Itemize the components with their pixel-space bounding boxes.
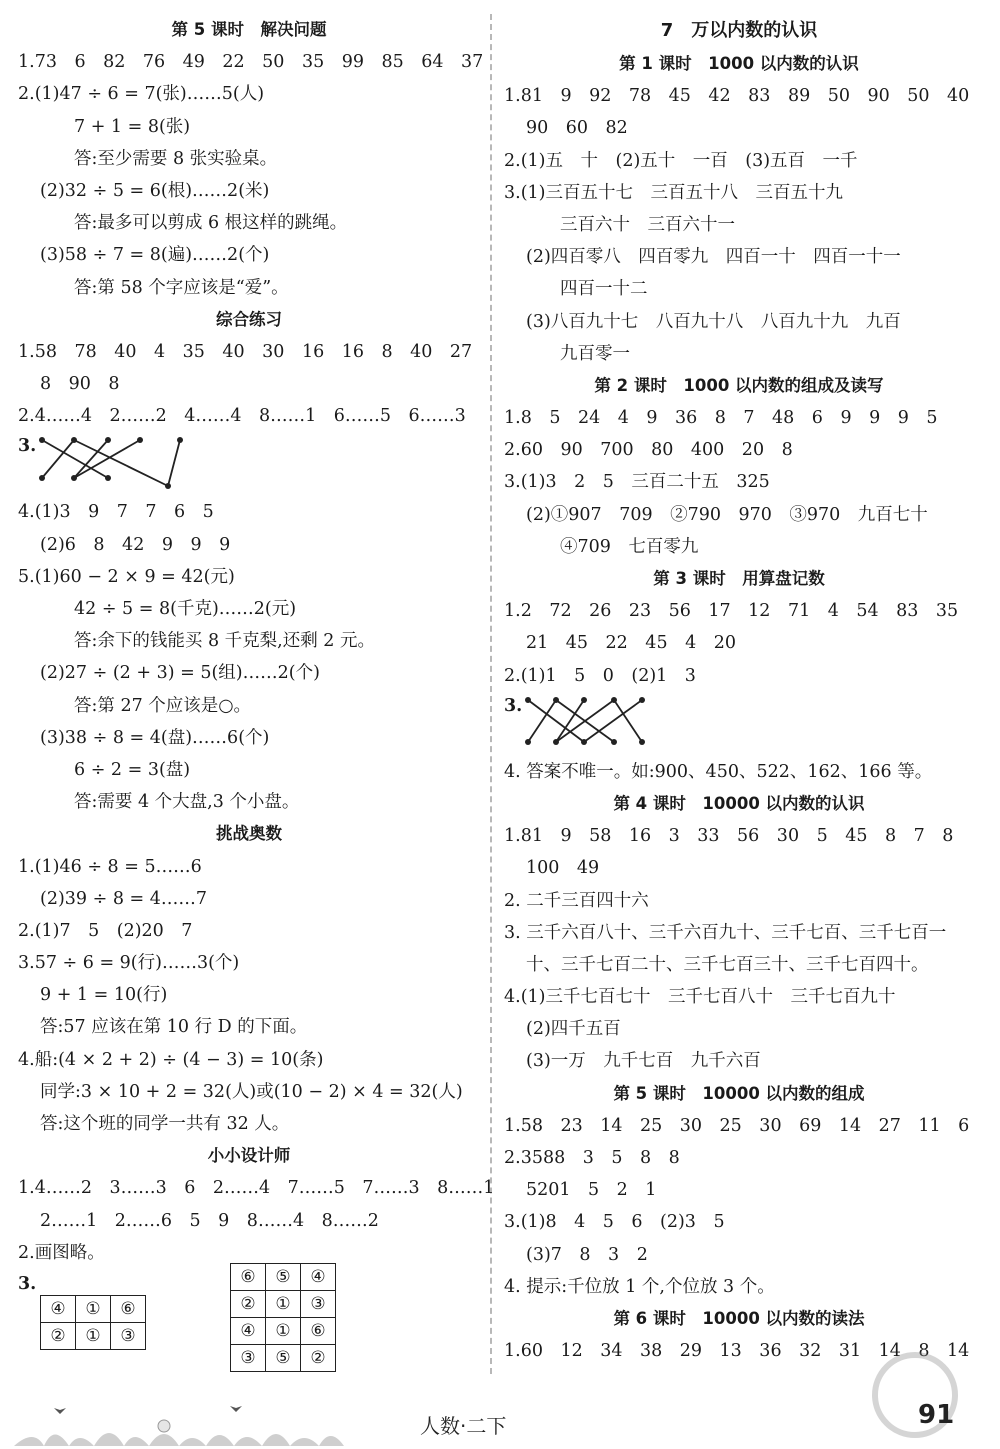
- answer-line: 1.4……2 3……3 6 2……4 7……5 7……3 8……1: [18, 1178, 495, 1199]
- answer-line: 4. 答案不唯一。如:900、450、522、162、166 等。: [504, 761, 933, 782]
- section-heading: 第 4 课时 10000 以内数的认识: [613, 793, 865, 813]
- grid-cell: ①: [266, 1317, 301, 1344]
- answer-line: 1.(1)46 ÷ 8 = 5……6: [18, 856, 202, 877]
- answer-line: 答:余下的钱能买 8 千克梨,还剩 2 元。: [74, 631, 375, 652]
- answer-line: 1.58 78 40 4 35 40 30 16 16 8 40 27: [18, 341, 473, 362]
- answer-line: 1.81 9 92 78 45 42 83 89 50 90 50 40: [504, 86, 970, 107]
- answer-line: 90 60 82: [526, 118, 628, 139]
- answer-line: 7 + 1 = 8(张): [74, 116, 191, 137]
- answer-line: 1.2 72 26 23 56 17 12 71 4 54 83 35: [504, 601, 959, 622]
- grid-cell: ②: [231, 1290, 266, 1317]
- matching-lines-figure: [38, 436, 198, 496]
- matching-lines-figure: [524, 696, 654, 756]
- answer-line: 100 49: [526, 858, 600, 879]
- grass-decoration: [14, 1398, 344, 1448]
- grid-cell: ⑥: [231, 1263, 266, 1290]
- number-grid-large: [230, 1263, 336, 1372]
- answer-line: 1.73 6 82 76 49 22 50 35 99 85 64 37: [18, 52, 484, 73]
- answer-line: 4.(1)三千七百七十 三千七百八十 三千七百九十: [504, 987, 896, 1008]
- answer-line: 答:第 27 个应该是○。: [74, 695, 252, 716]
- answer-line: (3)58 ÷ 7 = 8(遍)……2(个): [40, 245, 270, 266]
- answer-line: 9 + 1 = 10(行): [40, 985, 168, 1006]
- column-divider: [490, 14, 492, 1374]
- answer-line: (2)①907 709 ②790 970 ③970 九百七十: [526, 504, 928, 525]
- section-heading: 第 5 课时 10000 以内数的组成: [613, 1083, 865, 1103]
- section-heading: 小小设计师: [207, 1146, 291, 1166]
- matching-diagram-right: [504, 692, 974, 756]
- grid-cell: ⑤: [266, 1263, 301, 1290]
- question-number: 3.: [18, 1273, 37, 1294]
- grid-cell: ④: [301, 1263, 336, 1290]
- answer-line: 2.60 90 700 80 400 20 8: [504, 440, 793, 461]
- answer-line: 6 ÷ 2 = 3(盘): [74, 759, 191, 780]
- number-grid-small: [40, 1295, 146, 1350]
- right-column: [504, 14, 974, 1367]
- answer-line: 1.81 9 58 16 3 33 56 30 5 45 8 7 8: [504, 826, 954, 847]
- grid-cell: ②: [301, 1344, 336, 1371]
- answer-line: 2.画图略。: [18, 1242, 105, 1263]
- answer-line: 九百零一: [560, 343, 630, 364]
- page-footer: [0, 1398, 1000, 1449]
- grid-answers: [18, 1266, 480, 1373]
- answer-line: 答:需要 4 个大盘,3 个小盘。: [74, 792, 300, 813]
- grid-cell: ⑤: [266, 1344, 301, 1371]
- watermark-logo: [845, 1350, 985, 1440]
- grid-cell: ⑥: [301, 1317, 336, 1344]
- answer-line: 同学:3 × 10 + 2 = 32(人)或(10 − 2) × 4 = 32(人): [40, 1081, 463, 1102]
- section-heading: 综合练习: [216, 309, 282, 329]
- answer-line: 8 90 8: [40, 374, 120, 395]
- answer-line: 3.57 ÷ 6 = 9(行)……3(个): [18, 953, 240, 974]
- footer-title: 人数·二下: [420, 1414, 507, 1438]
- answer-line: (2)27 ÷ (2 + 3) = 5(组)……2(个): [40, 663, 320, 684]
- answer-line: ④709 七百零九: [560, 536, 699, 557]
- answer-line: 四百一十二: [560, 279, 648, 300]
- answer-line: 答:57 应该在第 10 行 D 的下面。: [40, 1017, 308, 1038]
- chapter-title: 7 万以内数的认识: [660, 20, 818, 41]
- matching-diagram-left: [18, 432, 480, 496]
- left-column: [18, 14, 495, 1373]
- section-heading: 第 1 课时 1000 以内数的认识: [619, 54, 859, 73]
- answer-line: 2. 二千三百四十六: [504, 890, 649, 911]
- answer-line: (3)一万 九千七百 九千六百: [526, 1051, 761, 1072]
- grid-cell: ③: [111, 1322, 146, 1349]
- grid-cell: ①: [76, 1295, 111, 1322]
- grid-cell: ①: [266, 1290, 301, 1317]
- answer-line: (3)7 8 3 2: [526, 1244, 648, 1265]
- question-number: 3.: [18, 436, 37, 457]
- grid-cell: ②: [41, 1322, 76, 1349]
- section-heading: 第 3 课时 用算盘记数: [653, 569, 825, 588]
- answer-line: 答:第 58 个字应该是“爱”。: [74, 277, 289, 298]
- section-heading: 挑战奥数: [216, 824, 282, 844]
- answer-line: 2.4……4 2……2 4……4 8……1 6……5 6……3: [18, 406, 466, 427]
- grid-cell: ⑥: [111, 1295, 146, 1322]
- grid-cell: ④: [41, 1295, 76, 1322]
- answer-line: 3.(1)三百五十七 三百五十八 三百五十九: [504, 182, 843, 203]
- answer-line: 3.(1)3 2 5 三百二十五 325: [504, 472, 770, 493]
- answer-line: (3)八百九十七 八百九十八 八百九十九 九百: [526, 311, 901, 332]
- answer-line: 2.3588 3 5 8 8: [504, 1148, 680, 1168]
- answer-line: (2)32 ÷ 5 = 6(根)……2(米): [40, 180, 270, 201]
- answer-line: 2.(1)五 十 (2)五十 一百 (3)五百 一千: [504, 150, 858, 171]
- section-heading: 第 6 课时 10000 以内数的读法: [613, 1308, 865, 1328]
- grid-cell: ③: [231, 1344, 266, 1371]
- answer-line: 答:最多可以剪成 6 根这样的跳绳。: [74, 213, 348, 234]
- answer-line: 2……1 2……6 5 9 8……4 8……2: [40, 1210, 379, 1231]
- answer-line: 十、三千七百二十、三千七百三十、三千七百四十。: [526, 954, 929, 975]
- answer-line: 3.(1)8 4 5 6 (2)3 5: [504, 1212, 725, 1233]
- answer-line: 4.(1)3 9 7 7 6 5: [18, 502, 214, 523]
- answer-line: 5201 5 2 1: [526, 1180, 657, 1201]
- grid-cell: ③: [301, 1290, 336, 1317]
- section-heading: 第 2 课时 1000 以内数的组成及读写: [594, 375, 884, 395]
- answer-line: 1.58 23 14 25 30 25 30 69 14 27 11 6: [504, 1115, 970, 1136]
- answer-line: (2)6 8 42 9 9 9: [40, 534, 231, 555]
- grid-cell: ④: [231, 1317, 266, 1344]
- answer-line: 42 ÷ 5 = 8(千克)……2(元): [74, 599, 297, 619]
- answer-line: 2.(1)7 5 (2)20 7: [18, 920, 193, 941]
- answer-line: (3)38 ÷ 8 = 4(盘)……6(个): [40, 727, 270, 748]
- section-heading: 第 5 课时 解决问题: [171, 20, 327, 39]
- answer-line: 答:这个班的同学一共有 32 人。: [40, 1114, 290, 1134]
- answer-line: (2)四千五百: [526, 1019, 621, 1040]
- answer-line: 1.8 5 24 4 9 36 8 7 48 6 9 9 9 5: [504, 408, 938, 429]
- answer-line: 4. 提示:千位放 1 个,个位放 3 个。: [504, 1276, 775, 1297]
- answer-line: 1.60 12 34 38 29 13 36 32 31 14 8 14: [504, 1341, 970, 1362]
- answer-line: 3. 三千六百八十、三千六百九十、三千七百、三千七百一: [504, 922, 947, 943]
- grid-cell: ①: [76, 1322, 111, 1349]
- question-number: 3.: [504, 695, 523, 716]
- answer-line: 三百六十 三百六十一: [560, 214, 735, 235]
- answer-line: 4.船:(4 × 2 + 2) ÷ (4 − 3) = 10(条): [18, 1049, 324, 1070]
- answer-line: 答:至少需要 8 张实验桌。: [74, 148, 278, 169]
- answer-line: 2.(1)1 5 0 (2)1 3: [504, 665, 696, 686]
- answer-line: 21 45 22 45 4 20: [526, 633, 736, 654]
- answer-line: (2)39 ÷ 8 = 4……7: [40, 888, 208, 909]
- page-number: 91: [918, 1400, 955, 1430]
- answer-line: 2.(1)47 ÷ 6 = 7(张)……5(人): [18, 84, 265, 105]
- answer-line: 5.(1)60 − 2 × 9 = 42(元): [18, 566, 235, 587]
- answer-line: (2)四百零八 四百零九 四百一十 四百一十一: [526, 247, 901, 268]
